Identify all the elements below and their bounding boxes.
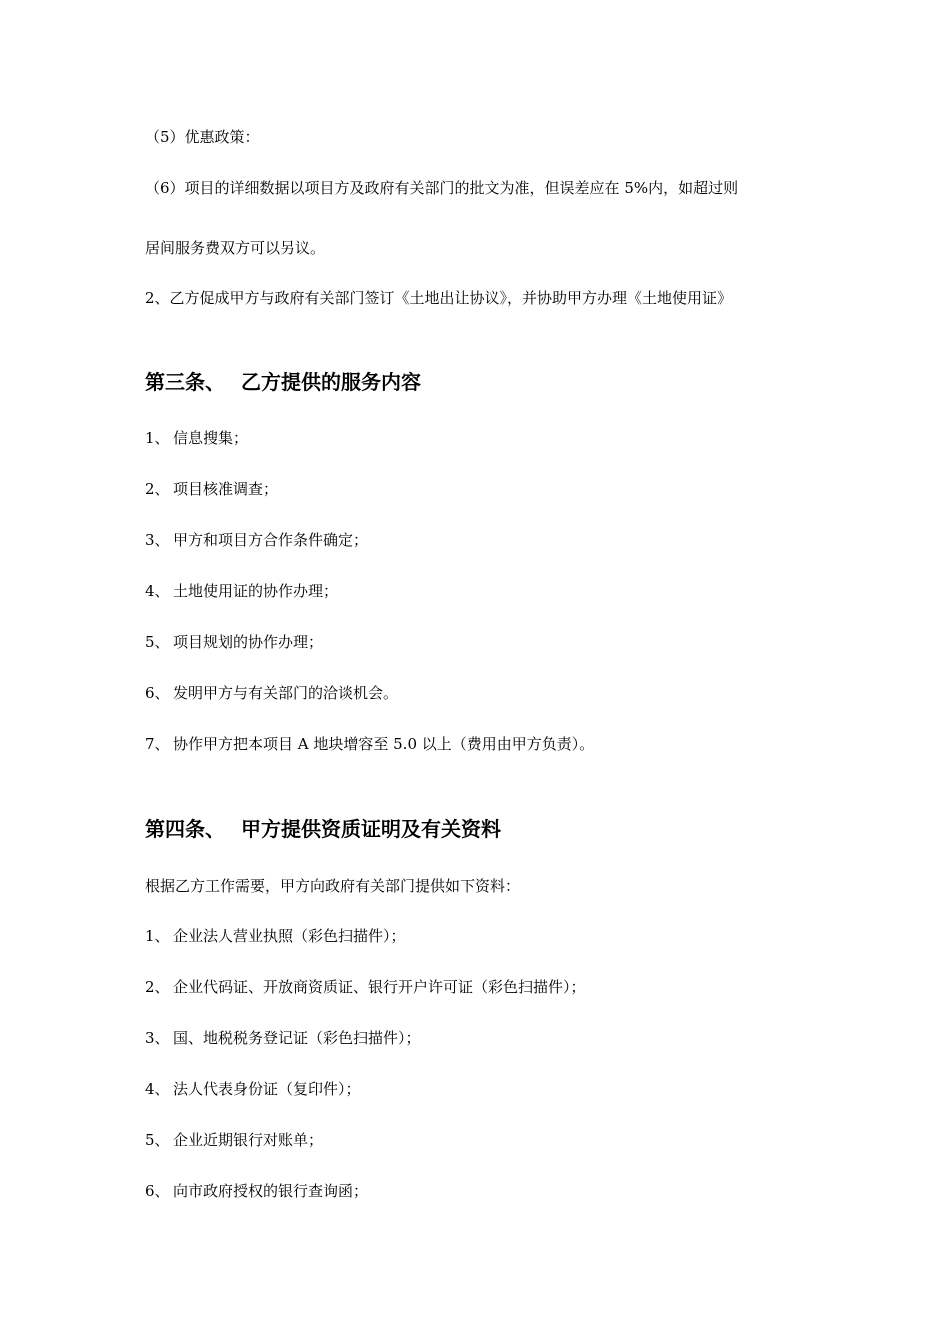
section-4-intro: 根据乙方工作需要，甲方向政府有关部门提供如下资料： [145, 877, 521, 895]
list-item: 2、 企业代码证、开放商资质证、银行开户许可证（彩色扫描件）； [145, 978, 586, 996]
project-data-line-cont: 居间服务费双方可以另议。 [145, 239, 326, 257]
list-item: 1、 企业法人营业执照（彩色扫描件）； [145, 927, 406, 945]
preferential-policy-line: （5）优惠政策： [145, 128, 260, 146]
list-item: 2、 项目核准调查； [145, 480, 279, 498]
list-item: 5、 项目规划的协作办理； [145, 633, 324, 651]
section-4-heading [145, 816, 501, 842]
land-agreement-line: 2、乙方促成甲方与政府有关部门签订《土地出让协议》，并协助甲方办理《土地使用证》 [145, 289, 733, 307]
section-4-number: 第四条、 [145, 817, 225, 841]
project-data-line: （6）项目的详细数据以项目方及政府有关部门的批文为准，但误差应在 5%内，如超过则 [145, 179, 739, 197]
list-item: 5、 企业近期银行对账单； [145, 1131, 324, 1149]
list-item: 7、 协作甲方把本项目 A 地块增容至 5.0 以上（费用由甲方负责）。 [145, 735, 595, 753]
list-item: 4、 土地使用证的协作办理； [145, 582, 339, 600]
section-4-title: 甲方提供资质证明及有关资料 [241, 817, 501, 841]
list-item: 1、 信息搜集； [145, 429, 249, 447]
list-item: 4、 法人代表身份证（复印件）； [145, 1080, 361, 1098]
list-item: 3、 国、地税税务登记证（彩色扫描件）； [145, 1029, 421, 1047]
section-3-number: 第三条、 [145, 370, 225, 394]
list-item: 6、 向市政府授权的银行查询函； [145, 1182, 369, 1200]
section-3-heading [145, 369, 421, 395]
section-3-title: 乙方提供的服务内容 [241, 370, 421, 394]
list-item: 3、 甲方和项目方合作条件确定； [145, 531, 369, 549]
list-item: 6、 发明甲方与有关部门的洽谈机会。 [145, 684, 399, 702]
